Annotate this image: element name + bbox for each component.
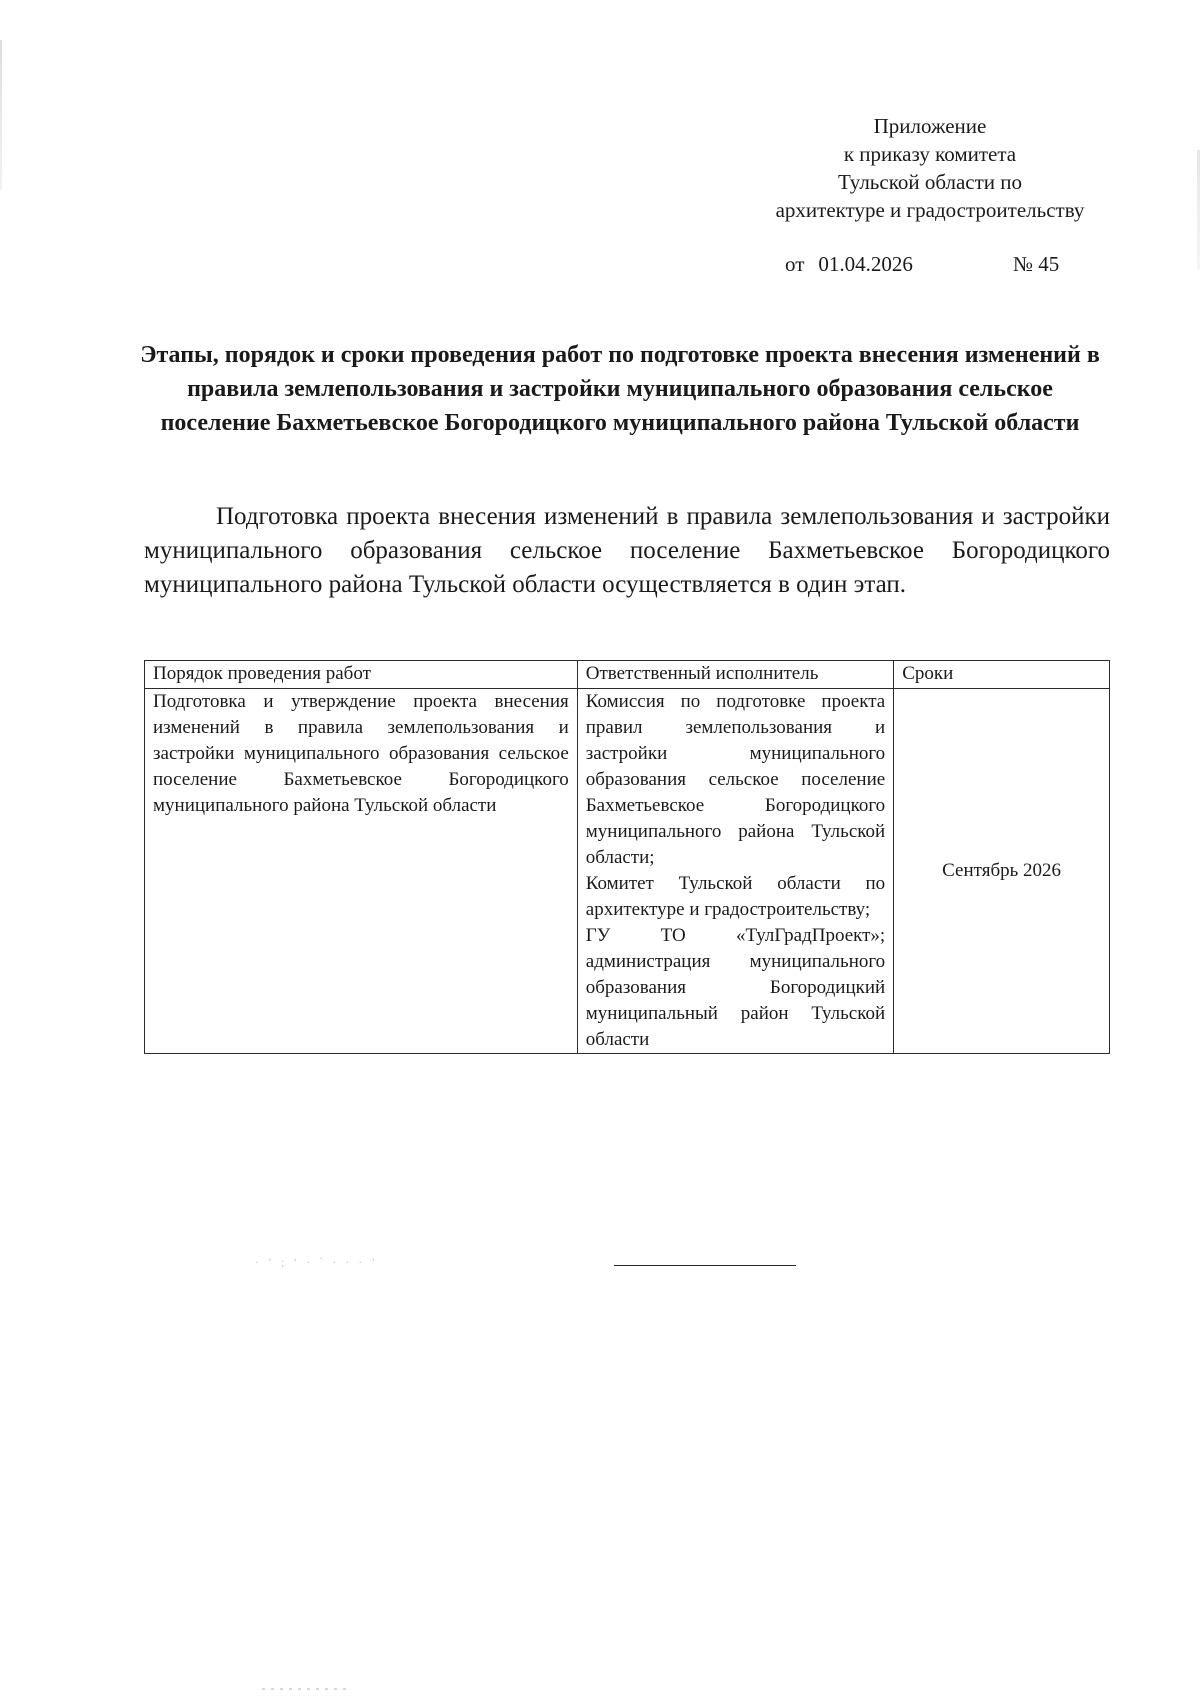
table-header-row	[145, 661, 1110, 689]
order-number: № 45	[1013, 252, 1060, 276]
works-table	[144, 660, 1110, 1054]
intro-paragraph: Подготовка проекта внесения изменений в правила землепользования и застройки муниципального образования сельское поселение Бахметьевское Богородицкого муниципального района Тульской области осуществляется в один этап.	[144, 503, 1110, 598]
header-deadline: Сроки	[894, 661, 1110, 689]
scan-smudge-bottom	[262, 1688, 352, 1690]
header-executor: Ответственный исполнитель	[577, 661, 893, 689]
executor-committee: Комитет Тульской области по архитектуре и градостроительству;	[585, 873, 886, 920]
appendix-header	[740, 112, 1120, 224]
cell-executors	[577, 689, 893, 1054]
cell-work: Подготовка и утверждение проекта внесения изменений в правила землепользования и застройки муниципального образования сельское поселение Бахметьевское Богородицкого муниципального района Тульской области	[145, 689, 578, 1054]
table-row	[145, 689, 1110, 1054]
order-date-number	[785, 252, 1060, 277]
appendix-line-4: архитектуре и градостроительству	[775, 198, 1085, 222]
appendix-line-1: Приложение	[873, 114, 987, 138]
executor-tulgradproekt-administration: ГУ ТО «ТулГрадПроект»; администрация муниципального образования Богородицкий муниципальный район Тульской области	[585, 925, 886, 1050]
signature-smudge: · ‘ ; ‘ · ` · · · ’	[255, 1255, 379, 1269]
order-from-label: от	[785, 252, 805, 276]
appendix-line-3: Тульской области по	[837, 170, 1023, 194]
cell-deadline: Сентябрь 2026	[894, 689, 1110, 1054]
end-of-document-line	[614, 1265, 796, 1266]
order-date: 01.04.2026	[818, 252, 913, 276]
executor-commission: Комиссия по подготовке проекта правил землепользования и застройки муниципального образования сельское поселение Бахметьевское Богородицкого муниципального района Тульской области;	[585, 691, 886, 868]
appendix-line-2: к приказу комитета	[843, 142, 1017, 166]
scan-edge-left	[0, 40, 2, 190]
header-work-order: Порядок проведения работ	[145, 661, 578, 689]
document-title: Этапы, порядок и сроки проведения работ по подготовке проекта внесения изменений в правила землепользования и застройки муниципального образования сельское поселение Бахметьевское Богородицкого муниципального района Тульской области	[140, 342, 1100, 436]
